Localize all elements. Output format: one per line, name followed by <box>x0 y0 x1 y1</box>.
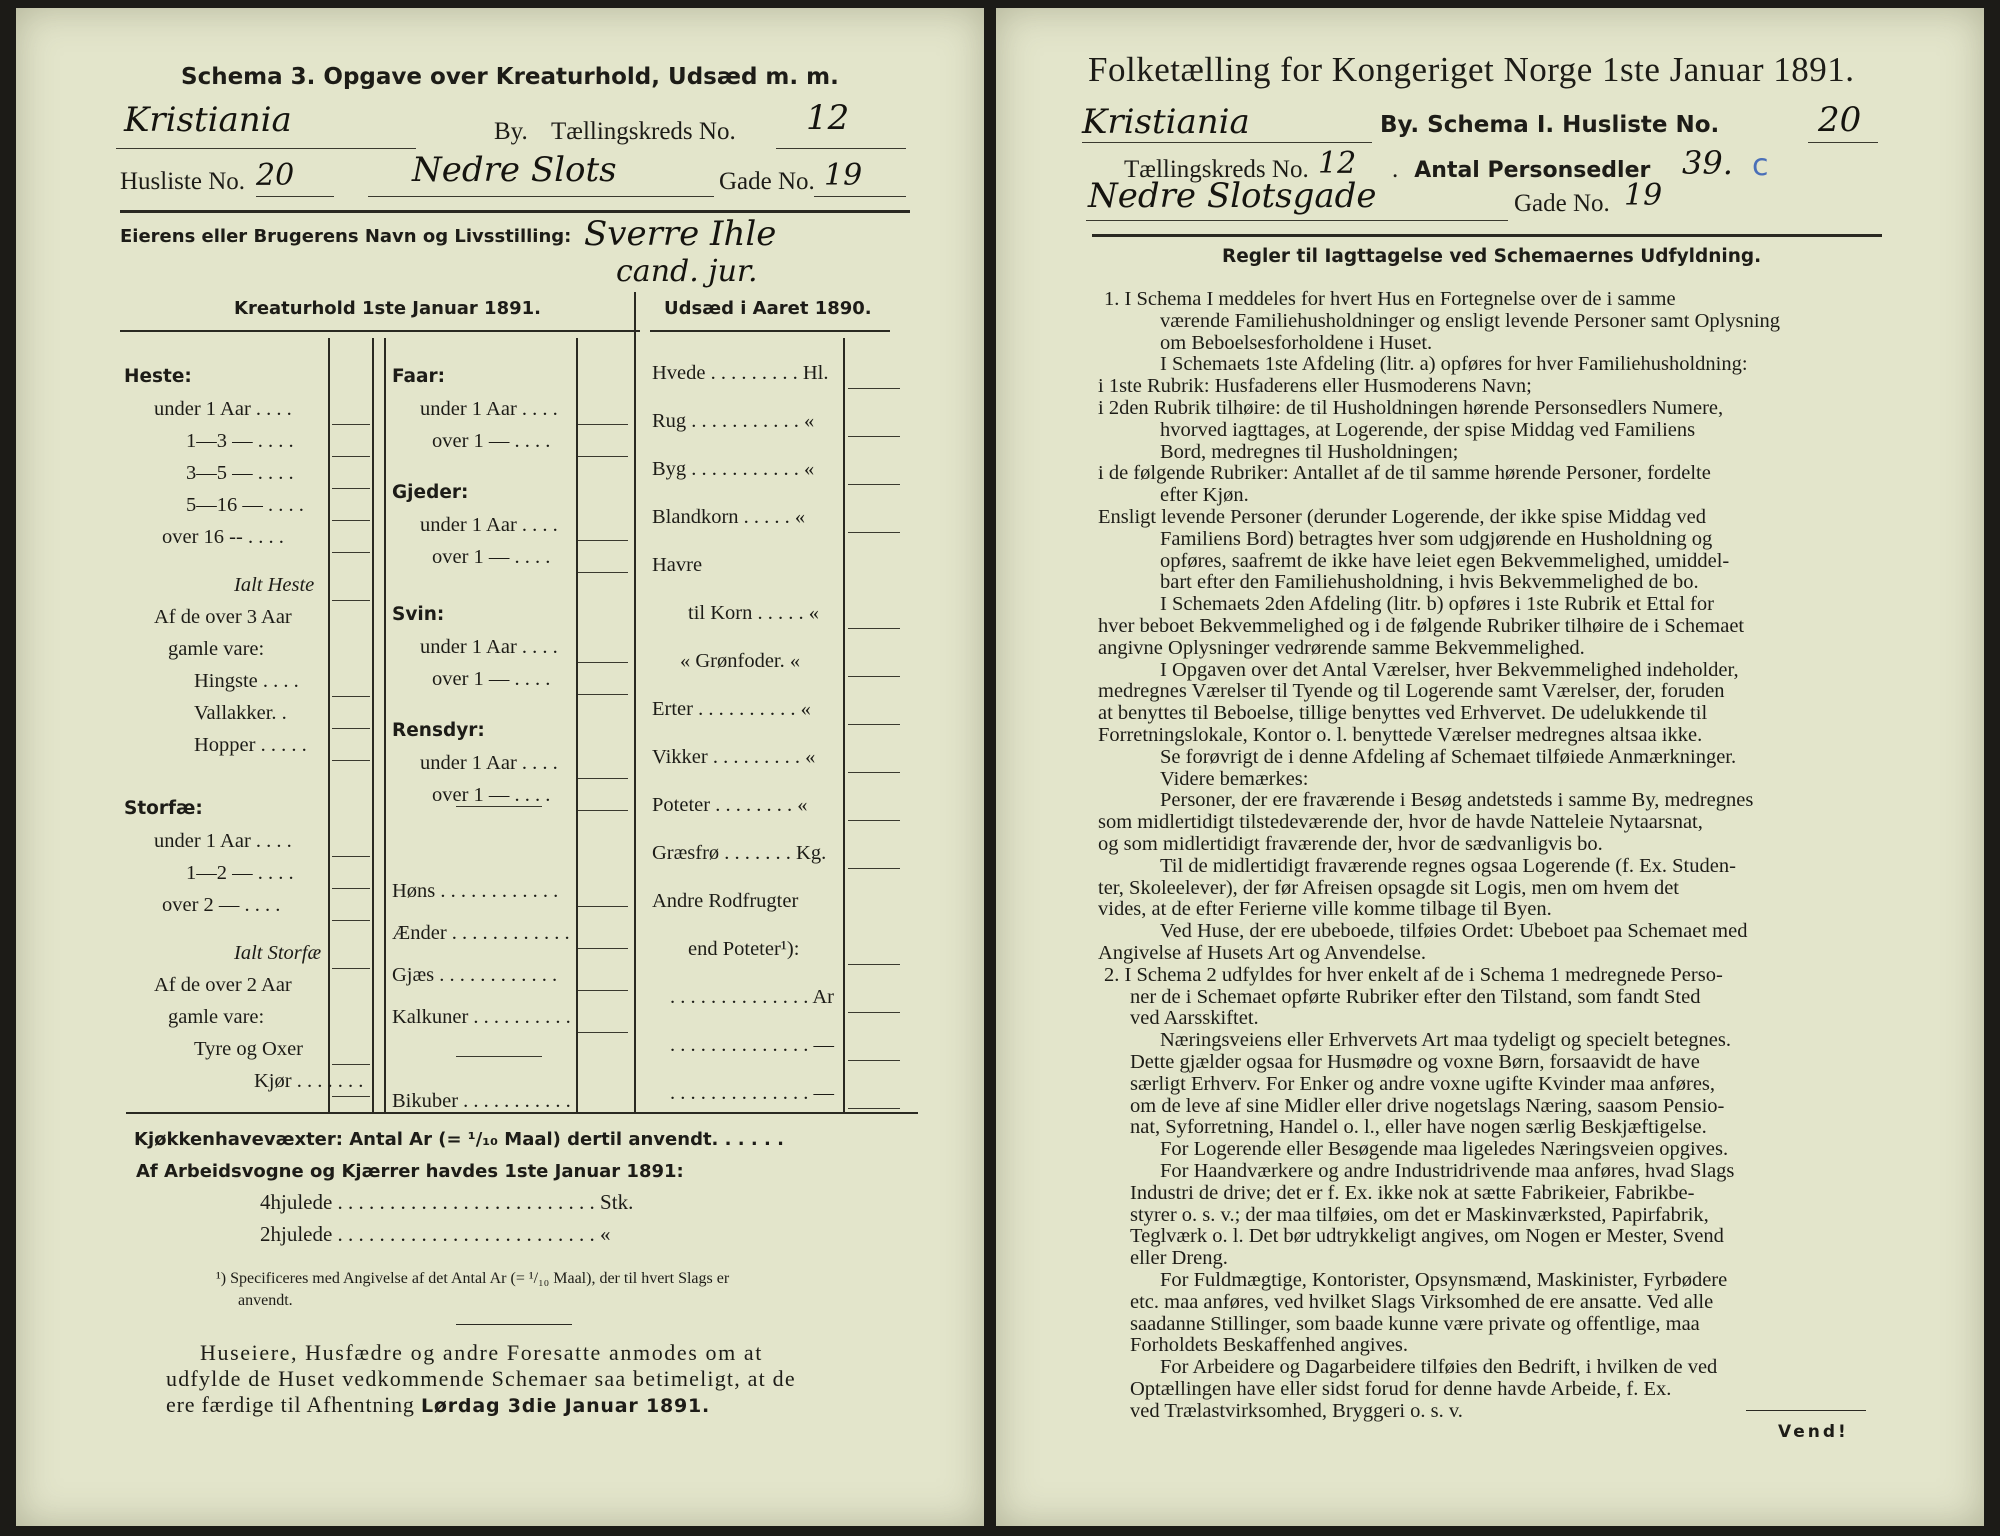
street-line <box>368 196 714 197</box>
rule-line: opføres, saafremt de ikke have leiet egen Bekvemmelighed, umiddel- <box>1160 549 1730 572</box>
col2-separator <box>456 806 542 807</box>
header-rule <box>120 210 910 213</box>
rule-line: om de leve af sine Midler eller drive nogetslags Næring, saasom Pensio- <box>1130 1094 1725 1117</box>
rule-line: saadanne Stillinger, som baade kunne være private og offentlige, maa <box>1130 1312 1700 1335</box>
col1-value-line <box>332 488 370 489</box>
col2-row-label: over 1 — . . . . <box>432 784 551 806</box>
col1-row-label: 1—2 — . . . . <box>186 862 294 884</box>
rule-line: Til de midlertidigt fraværende regnes ogsaa Logerende (f. Ex. Studen- <box>1160 854 1736 877</box>
col2-row-label: Kalkuner . . . . . . . . . . <box>392 1006 571 1028</box>
handwritten-city-right: Kristiania <box>1082 102 1250 142</box>
col3-row-label: Vikker . . . . . . . . . « <box>652 746 816 768</box>
col3-row-label: Andre Rodfrugter <box>652 890 799 912</box>
vend-label: Vend! <box>1778 1422 1849 1442</box>
rule-line: 1. I Schema I meddeles for hvert Hus en Fortegnelse over de i samme <box>1104 288 1676 310</box>
col2-row-label: Ænder . . . . . . . . . . . . <box>392 922 570 944</box>
udsaed-divider <box>634 292 636 1112</box>
col2-row-label: Svin: <box>392 604 445 625</box>
col3-row-label: Blandkorn . . . . . « <box>652 506 806 528</box>
col2-row-label: Gjæs . . . . . . . . . . . . <box>392 964 558 986</box>
rule-line: Angivelse af Husets Art og Anvendelse. <box>1098 942 1426 964</box>
col3-row-label: Poteter . . . . . . . . « <box>652 794 808 816</box>
rule-line: om Beboelsesforholdene i Huset. <box>1160 331 1433 354</box>
rule-line: at benyttes til Beboelse, tillige benyttes ved Erhvervet. De udelukkende til <box>1098 702 1708 725</box>
arbeidsvogne-label: Af Arbeidsvogne og Kjærrer havdes 1ste Januar 1891: <box>136 1161 684 1182</box>
col3-value-line <box>848 1060 900 1061</box>
antal-label-text: Antal Personsedler <box>1414 158 1651 183</box>
table-top-rule-right <box>650 330 890 332</box>
col3-row-label: til Korn . . . . . « <box>688 602 819 624</box>
col3-value-line <box>848 628 900 629</box>
rule-line: For Fuldmægtige, Kontorister, Opsynsmænd, Maskinister, Fyrbødere <box>1160 1269 1728 1291</box>
udsaed-header: Udsæd i Aaret 1890. <box>664 298 872 319</box>
census-title: Folketælling for Kongeriget Norge 1ste Januar 1891. <box>1088 50 1855 89</box>
col2-row-label: under 1 Aar . . . . <box>420 752 558 774</box>
rule-line: Ved Huse, der ere ubeboede, tilføies Ordet: Ubeboet paa Schemaet med <box>1160 920 1748 943</box>
col3-value-line <box>848 532 900 533</box>
col1-row-label: Ialt Heste <box>234 574 315 596</box>
schema3-title: Schema 3. Opgave over Kreaturhold, Udsæd m. m. <box>181 64 839 90</box>
rule-line: Ensligt levende Personer (derunder Logerende, der ikke spise Middag ved <box>1098 506 1706 528</box>
rule-line: hvorved iagttages, at Logerende, der spise Middag ved Familiens <box>1160 418 1696 441</box>
col2-value-line <box>578 662 628 663</box>
col2-value-line <box>578 990 628 991</box>
col3-row-label: end Poteter¹): <box>688 938 800 960</box>
col1-value-line <box>332 760 370 761</box>
kjokkenhave-label: Kjøkkenhavevæxter: Antal Ar (= ¹/₁₀ Maal) dertil anvendt. . . . . . <box>134 1129 784 1150</box>
col1-row-label: Vallakker. . <box>194 702 287 724</box>
regler-title: Regler til Iagttagelse ved Schemaernes Udfyldning. <box>1222 246 1762 267</box>
left-page <box>16 8 984 1526</box>
col1-row-label: over 2 — . . . . <box>162 894 281 916</box>
col1-row-label: 5—16 — . . . . <box>186 494 304 516</box>
col1-value-line <box>332 456 370 457</box>
col2-value-line <box>578 948 628 949</box>
col3-value-line <box>848 724 900 725</box>
col1-row-label: Hingste . . . . <box>194 670 299 692</box>
col3-value-line <box>848 772 900 773</box>
handwritten-gade: 19 <box>824 158 863 193</box>
col2-value-line <box>578 572 628 573</box>
rule-line: i de følgende Rubriker: Antallet af de til samme hørende Personer, fordelte <box>1098 462 1711 485</box>
rule-line: Forholdets Beskaffenhed angives. <box>1130 1334 1409 1357</box>
closing-date: Lørdag 3die Januar 1891. <box>421 1395 711 1417</box>
col2-row-label: under 1 Aar . . . . <box>420 636 558 658</box>
col1-row-label: Af de over 2 Aar <box>154 974 292 996</box>
antal-label: . Antal Personsedler <box>1392 156 1651 183</box>
col3-row-label: . . . . . . . . . . . . . . — <box>670 1034 834 1056</box>
col1-value-left <box>328 338 330 1112</box>
rule-line: Personer, der ere fraværende i Besøg andetsteds i samme By, medregnes <box>1160 789 1754 812</box>
col3-row-label: Hvede . . . . . . . . . Hl. <box>652 362 829 384</box>
col1-value-line <box>332 696 370 697</box>
col2-row-label: Faar: <box>392 366 446 387</box>
rule-line: medregnes Værelser til Tyende og til Logerende samt Værelser, der, foruden <box>1098 680 1725 703</box>
col2-row-label: over 1 — . . . . <box>432 430 551 452</box>
hjulede4-row: 4hjulede . . . . . . . . . . . . . . . . . . . . . . . . . Stk. <box>260 1190 634 1214</box>
col2-value-line <box>578 778 628 779</box>
handwritten-gade-right: 19 <box>1624 178 1663 213</box>
col2-value-line <box>578 906 628 907</box>
by-schema-label: By. Schema I. Husliste No. <box>1380 112 1720 138</box>
col2-left <box>384 338 386 1112</box>
kreaturhold-header: Kreaturhold 1ste Januar 1891. <box>234 298 541 319</box>
col2-value-line <box>578 424 628 425</box>
rule-line: Optællingen have eller sidst forud for denne havde Arbeide, f. Ex. <box>1130 1378 1672 1400</box>
col1-row-label: Af de over 3 Aar <box>154 606 292 628</box>
col1-row-label: Ialt Storfæ <box>234 942 322 964</box>
col2-value-line <box>578 694 628 695</box>
rule-line: i 2den Rubrik tilhøire: de til Husholdningen hørende Personsedlers Numere, <box>1098 397 1724 419</box>
rule-line: Forretningslokale, Kontor o. l. benyttede Værelser medregnes altsaa ikke. <box>1098 724 1703 746</box>
col3-row-label: Erter . . . . . . . . . . « <box>652 698 811 720</box>
rule-line: nat, Syforretning, Handel o. l., eller have nogen særlig Beskjæftigelse. <box>1130 1116 1707 1139</box>
rule-line: 2. I Schema 2 udfyldes for hver enkelt af de i Schema 1 medregnede Perso- <box>1104 963 1723 986</box>
col3-value-line <box>848 964 900 965</box>
rule-line: ved Trælastvirksomhed, Bryggeri o. s. v. <box>1130 1399 1463 1422</box>
footnote-separator <box>456 1324 572 1325</box>
city-line-right <box>1082 142 1372 143</box>
husliste-line-right <box>1808 142 1878 143</box>
table-bottom-rule <box>126 1112 918 1114</box>
rule-line: hver beboet Bekvemmelighed og i de følgende Rubriker tilhøire de i Schemaet <box>1098 615 1745 637</box>
col3-row-label: Havre <box>652 554 703 576</box>
col2-value-line <box>578 540 628 541</box>
rule-line: Teglværk o. l. Det bør udtrykkeligt angives, om Nogen er Mester, Svend <box>1130 1225 1724 1248</box>
rule-line: Se forøvrigt de i denne Afdeling af Schemaet tilføiede Anmærkninger. <box>1160 745 1737 768</box>
rule-line: etc. maa anføres, ved hvilket Slags Virksomhed de ere ansatte. Ved alle <box>1130 1290 1714 1313</box>
col3-value-left <box>843 338 845 1112</box>
col2-value-line <box>578 456 628 457</box>
col1-row-label: gamle vare: <box>168 1006 265 1028</box>
col3-value-line <box>848 868 900 869</box>
street-line-right <box>1086 220 1508 221</box>
col3-value-line <box>848 484 900 485</box>
kjokkenhave-row <box>134 1126 784 1151</box>
col1-row-label: under 1 Aar . . . . <box>154 830 292 852</box>
rule-line: Dette gjælder ogsaa for Husmødre og voxne Børn, forsaavidt de have <box>1130 1051 1700 1073</box>
col1-value-line <box>332 888 370 889</box>
col1-value-line <box>332 552 370 553</box>
col1-row-label: Tyre og Oxer <box>194 1038 303 1060</box>
rule-line: i 1ste Rubrik: Husfaderens eller Husmoderens Navn; <box>1098 375 1532 398</box>
rule-line: For Haandværkere og andre Industridrivende maa anføres, hvad Slags <box>1160 1160 1735 1182</box>
col2-row-label: Bikuber . . . . . . . . . . . <box>392 1090 571 1112</box>
husliste-label: Husliste No. <box>120 168 245 195</box>
rule-line: Næringsveiens eller Erhvervets Art maa tydeligt og specielt betegnes. <box>1160 1029 1731 1052</box>
col1-value-line <box>332 728 370 729</box>
handwritten-kreds: 12 <box>806 98 850 138</box>
col1-row-label: Hopper . . . . . <box>194 734 307 756</box>
col1-row-label: 3—5 — . . . . <box>186 462 294 484</box>
rule-line: som midlertidigt tilstedeværende der, hvor de havde Natteleie Nytaarsnat, <box>1098 811 1703 834</box>
col3-value-line <box>848 676 900 677</box>
col2-row-label: Rensdyr: <box>392 720 485 741</box>
kreds-label-right: Tællingskreds No. <box>1124 156 1309 183</box>
rule-line: Videre bemærkes: <box>1160 767 1309 790</box>
handwritten-street-right: Nedre Slotsgade <box>1088 176 1377 216</box>
col1-row-label: Kjør . . . . . . . <box>254 1070 364 1092</box>
rule-line: angivne Oplysninger vedrørende samme Bekvemmelighed. <box>1098 636 1585 659</box>
col1-value-line <box>332 424 370 425</box>
gade-label-right: Gade No. <box>1514 190 1610 217</box>
rule-line: værende Familiehusholdninger og ensligt levende Personer samt Oplysning <box>1160 309 1781 332</box>
rule-line: I Schemaets 1ste Afdeling (litr. a) opføres for hver Familiehusholdning: <box>1160 353 1748 376</box>
col3-value-line <box>848 820 900 821</box>
col1-row-label: Storfæ: <box>124 798 203 819</box>
col1-value-line <box>332 600 370 601</box>
header-rule-right <box>1092 234 1882 237</box>
col2-row-label: over 1 — . . . . <box>432 546 551 568</box>
rule-line: Familiens Bord) betragtes hver som udgjørende en Husholdning og <box>1160 527 1713 550</box>
col1-row-label: gamle vare: <box>168 638 265 660</box>
rule-line: Bord, medregnes til Husholdningen; <box>1160 440 1459 463</box>
col1-value-line <box>332 856 370 857</box>
rule-line: særligt Erhverv. For Enker og andre voxne ugifte Kvinder maa anføres, <box>1130 1072 1716 1095</box>
closing-line-1: Huseiere, Husfædre og andre Foresatte anmodes om at <box>200 1340 764 1365</box>
footnote-line-1: ¹) Specificeres med Angivelse af det Antal Ar (= ¹/₁₀ Maal), der til hvert Slags er <box>216 1270 730 1287</box>
handwritten-antal: 39. <box>1682 144 1733 182</box>
closing-line-3 <box>166 1392 710 1418</box>
col1-value-line <box>332 520 370 521</box>
husliste-line <box>256 196 334 197</box>
col1-value-line <box>332 1096 370 1097</box>
rule-line: bart efter den Familiehusholdning, i hvis Bekvemmelighed de bo. <box>1160 571 1699 594</box>
col1-row-label: over 16 -- . . . . <box>162 526 284 548</box>
table-top-rule-left <box>120 330 640 332</box>
col3-value-line <box>848 1012 900 1013</box>
col1-row-label: Heste: <box>124 366 192 387</box>
col2-row-label: over 1 — . . . . <box>432 668 551 690</box>
col2-separator <box>456 1056 542 1057</box>
rule-line: Industri de drive; det er f. Ex. ikke nok at sætte Fabrikeier, Fabrikbe- <box>1130 1181 1695 1204</box>
vend-rule <box>1746 1410 1866 1411</box>
kreds-line <box>776 148 906 149</box>
handwritten-street: Nedre Slots <box>412 150 617 190</box>
rule-line: eller Dreng. <box>1130 1247 1228 1270</box>
col1-row-label: 1—3 — . . . . <box>186 430 294 452</box>
arbeidsvogne-line <box>136 1158 684 1183</box>
kreds-label: Tællingskreds No. <box>551 118 736 145</box>
rule-line: styrer o. s. v.; der maa tilføies, om det er Maskinværksted, Papirfabrik, <box>1130 1203 1709 1226</box>
gade-line <box>814 196 906 197</box>
rule-line: vides, at de efter Ferierne ville komme tilbage til Byen. <box>1098 898 1552 921</box>
rule-line: I Schemaets 2den Afdeling (litr. b) opføres i 1ste Rubrik et Ettal for <box>1160 593 1714 616</box>
col2-row-label: Høns . . . . . . . . . . . . <box>392 880 559 902</box>
col3-row-label: . . . . . . . . . . . . . . — <box>670 1082 834 1104</box>
rule-line: For Logerende eller Besøgende maa ligeledes Næringsveien opgives. <box>1160 1138 1729 1161</box>
col3-value-line <box>848 1108 900 1109</box>
col1-value-line <box>332 968 370 969</box>
col3-value-line <box>848 436 900 437</box>
col3-row-label: . . . . . . . . . . . . . . Ar <box>670 986 834 1008</box>
by-label: By. <box>494 118 528 145</box>
hjulede2-row: 2hjulede . . . . . . . . . . . . . . . . . . . . . . . . . « <box>260 1222 611 1246</box>
closing-line-2: udfylde de Huset vedkommende Schemaer saa betimeligt, at de <box>166 1366 796 1391</box>
right-page <box>996 8 1984 1526</box>
footnote-line-2: anvendt. <box>238 1292 293 1309</box>
col1-row-label: under 1 Aar . . . . <box>154 398 292 420</box>
handwritten-owner-title: cand. jur. <box>616 254 758 289</box>
rule-line: og som midlertidigt fraværende der, hvor de sædvanligvis bo. <box>1098 833 1603 855</box>
handwritten-husliste-right: 20 <box>1818 100 1862 140</box>
rule-line: efter Kjøn. <box>1160 484 1249 507</box>
col2-value-left <box>576 338 578 1112</box>
col3-row-label: Byg . . . . . . . . . . . « <box>652 458 815 480</box>
rule-line: ter, Skoleelever), der før Afreisen opsagde sit Logis, men om hvem det <box>1098 876 1679 899</box>
closing-line-3-text: ere færdige til Afhentning <box>166 1392 421 1417</box>
rule-line: ved Aarsskiftet. <box>1130 1007 1259 1030</box>
rule-line: For Arbeidere og Dagarbeidere tilføies den Bedrift, i hvilken de ved <box>1160 1356 1718 1379</box>
col1-value-line <box>332 1064 370 1065</box>
col1-value-line <box>332 920 370 921</box>
handwritten-city: Kristiania <box>124 100 292 140</box>
col3-row-label: Rug . . . . . . . . . . . « <box>652 410 815 432</box>
rule-line: I Opgaven over det Antal Værelser, hver Bekvemmelighed indeholder, <box>1160 658 1739 681</box>
handwritten-husliste: 20 <box>256 158 295 193</box>
col3-value-line <box>848 388 900 389</box>
rule-line: ner de i Schemaet opførte Rubriker efter den Tilstand, som fandt Sted <box>1130 985 1701 1008</box>
col2-row-label: Gjeder: <box>392 482 469 503</box>
gade-label: Gade No. <box>719 168 815 195</box>
eier-label: Eierens eller Brugerens Navn og Livsstilling: <box>120 226 572 247</box>
col2-value-line <box>578 1032 628 1033</box>
city-line <box>116 148 416 149</box>
col2-value-line <box>578 810 628 811</box>
pencil-check-mark: ᴄ <box>1752 148 1769 183</box>
col3-row-label: Græsfrø . . . . . . . Kg. <box>652 842 827 864</box>
handwritten-owner-name: Sverre Ihle <box>584 214 777 254</box>
col3-row-label: « Grønfoder. « <box>680 650 801 672</box>
col2-row-label: under 1 Aar . . . . <box>420 514 558 536</box>
col2-row-label: under 1 Aar . . . . <box>420 398 558 420</box>
handwritten-kreds-right: 12 <box>1318 146 1357 181</box>
col1-value-right <box>372 338 374 1112</box>
